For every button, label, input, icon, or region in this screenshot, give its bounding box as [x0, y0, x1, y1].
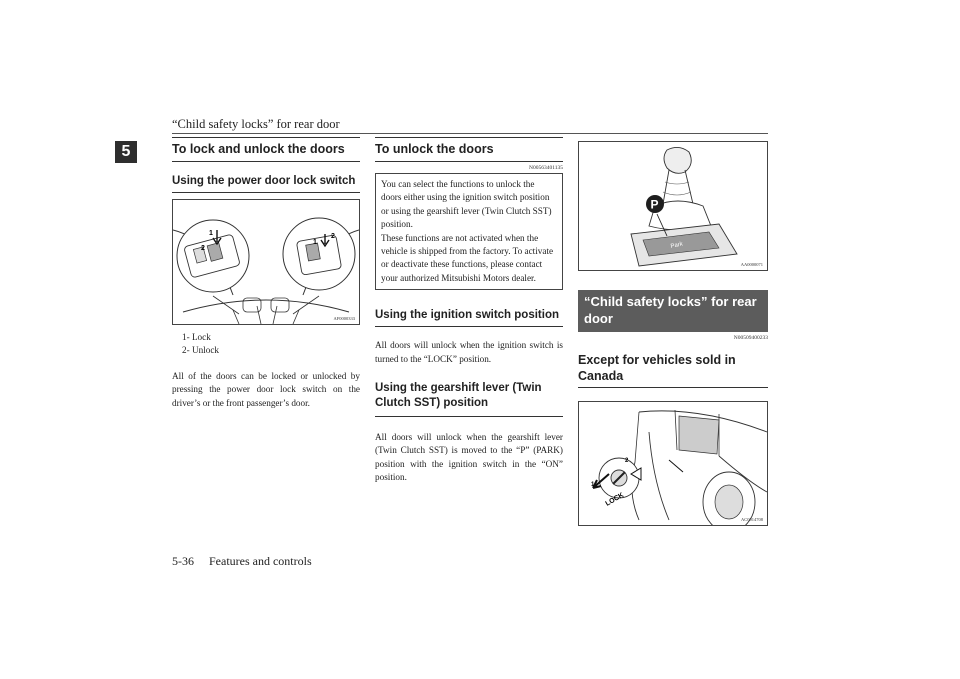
note-box — [375, 173, 563, 290]
figure-gearshift-lever — [578, 141, 768, 271]
page-number: 5-36 — [172, 554, 194, 568]
door-lock-switch-illustration — [173, 200, 359, 324]
subsection-gearshift-lever: Using the gearshift lever (Twin Clutch SST) position — [375, 378, 563, 417]
figure-legend — [172, 331, 360, 357]
paragraph-gearshift-lever: All doors will unlock when the gearshift lever (Twin Clutch SST) is moved to the “P” (PARK) position with the ignition switch in the “ON” position. — [375, 432, 563, 483]
park-badge-letter: P — [650, 197, 659, 212]
subsection-ignition-switch: Using the ignition switch position — [375, 306, 563, 327]
legend-item: 1- Lock — [182, 332, 211, 342]
figure-power-door-lock — [172, 199, 360, 325]
header-title: “Child safety locks” for rear door — [172, 117, 340, 131]
page-footer — [172, 554, 312, 569]
header-rule — [172, 133, 768, 134]
figure-child-lock — [578, 401, 768, 526]
figure-label-2: 2 — [625, 458, 629, 464]
figure-label-2b: 2 — [331, 233, 335, 240]
child-lock-illustration — [579, 402, 767, 525]
figure-id: AA0000071 — [740, 262, 763, 267]
section-title-child-safety-locks: “Child safety locks” for rear door — [578, 290, 768, 332]
figure-id: AC0014708 — [740, 517, 763, 522]
subsection-except-canada: Except for vehicles sold in Canada — [578, 349, 768, 388]
figure-id: AF0000333 — [333, 316, 355, 321]
column-middle — [375, 137, 563, 485]
gearshift-illustration — [579, 142, 767, 270]
section-title-unlock-doors: To unlock the doors — [375, 137, 563, 162]
note-paragraph: You can select the functions to unlock the doors either using the ignition switch position or using the gearshift lever (Twin Clutch SST) position. — [381, 179, 552, 230]
figure-label-lock: LOCK — [604, 491, 626, 508]
column-right — [578, 141, 768, 526]
paragraph-ignition-switch: All doors will unlock when the ignition switch is turned to the “LOCK” position. — [375, 340, 563, 364]
subsection-power-door-lock: Using the power door lock switch — [172, 172, 360, 193]
section-code: N00509400233 — [733, 335, 768, 341]
figure-label-2a: 2 — [201, 245, 205, 252]
column-left — [172, 137, 360, 410]
legend-item: 2- Unlock — [182, 345, 219, 355]
figure-label-1: 1 — [591, 482, 595, 488]
chapter-tab: 5 — [115, 141, 137, 163]
figure-label-1b: 1 — [313, 239, 317, 246]
note-paragraph: These functions are not activated when the vehicle is shipped from the factory. To activate or deactivate these functions, please contact your authorized Mitsubishi Motors dealer. — [381, 232, 554, 283]
paragraph-lock-unlock: All of the doors can be locked or unlocked by pressing the power door lock switch on the driver’s or the front passenger’s door. — [172, 371, 360, 408]
gear-indicator-text: Park — [670, 241, 684, 250]
figure-label-1a: 1 — [209, 230, 213, 237]
section-title-lock-unlock: To lock and unlock the doors — [172, 137, 360, 162]
section-code: N00563401135 — [528, 165, 563, 171]
footer-section-name: Features and controls — [209, 554, 312, 568]
